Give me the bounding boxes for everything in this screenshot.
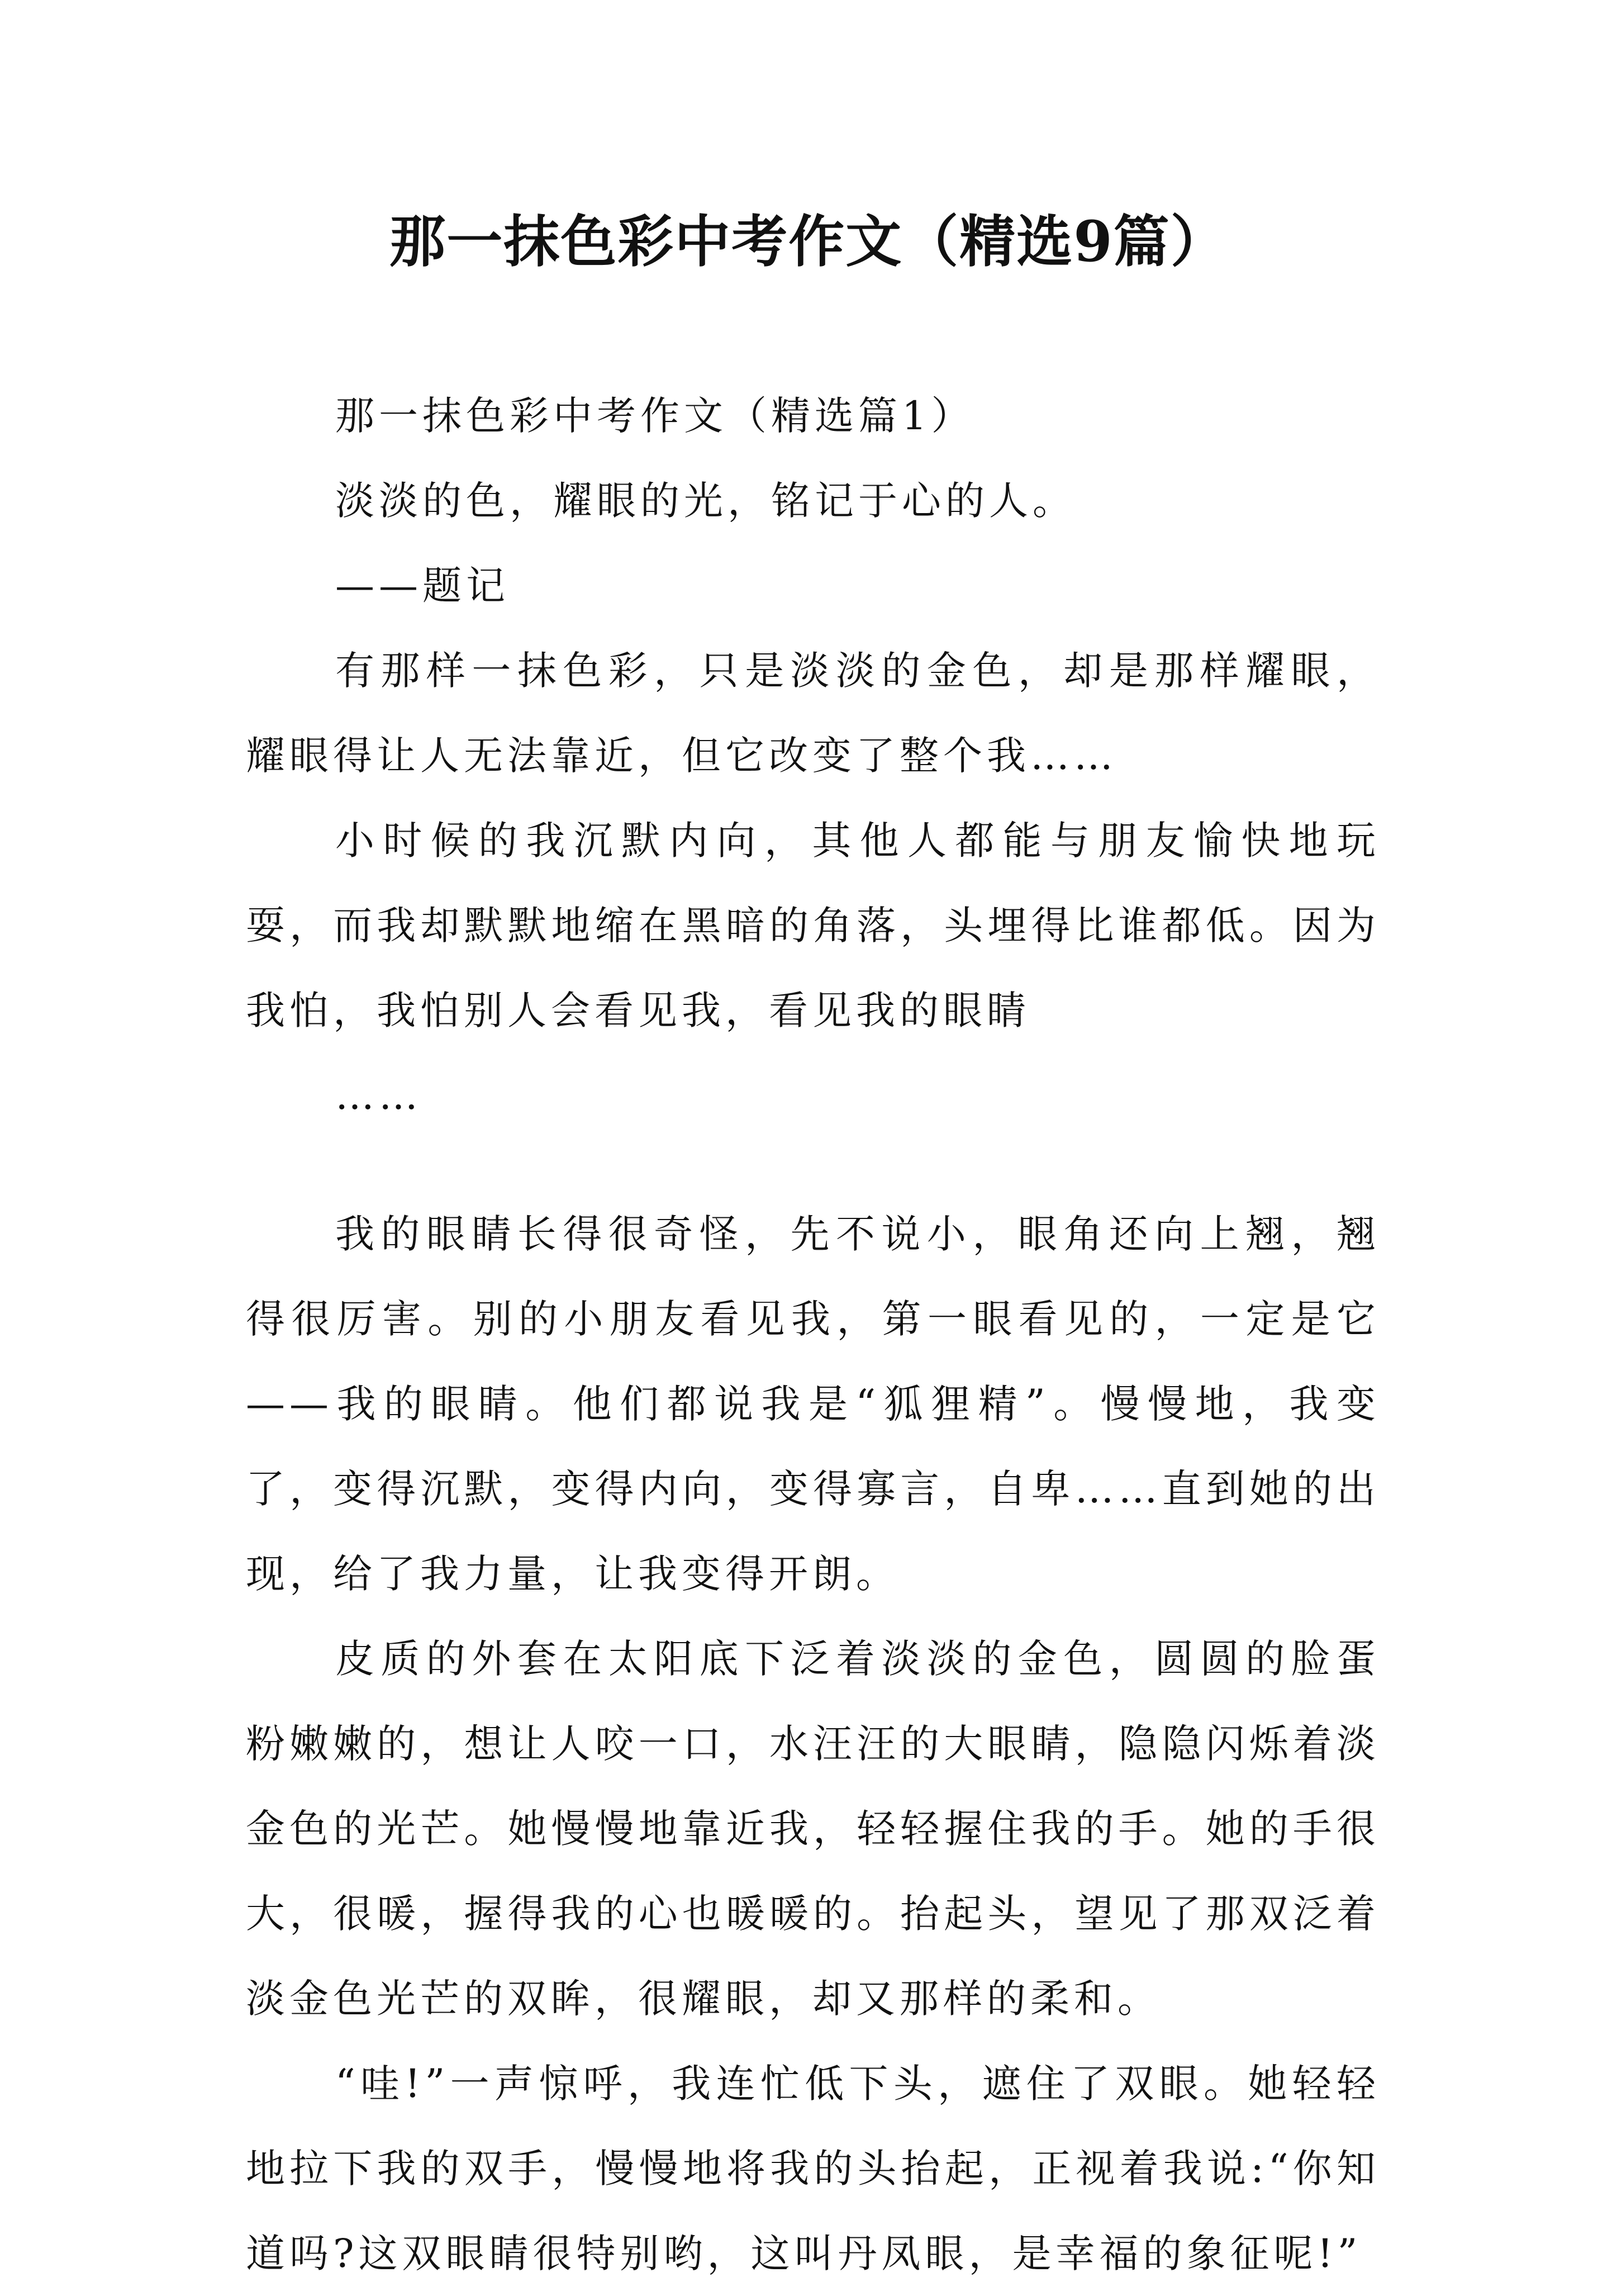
ellipsis-line: …… (335, 1073, 422, 1118)
article-body (246, 373, 1380, 2296)
paragraph: 皮质的外套在太阳底下泛着淡淡的金色，圆圆的脸蛋粉嫩嫩的，想让人咬一口，水汪汪的大眼睛，隐隐闪烁着淡金色的光芒。她慢慢地靠近我，轻轻握住我的手。她的手很大，很暖，握得我的心也暖暖的。抬起头，望见了那双泛着淡金色光芒的双眸，很耀眼，却又那样的柔和。 (246, 1636, 1380, 2022)
section-heading: 那一抹色彩中考作文（精选篇1） (335, 393, 975, 439)
paragraph: 小时候的我沉默内向，其他人都能与朋友愉快地玩耍，而我却默默地缩在黑暗的角落，头埋得比谁都低。因为我怕，我怕别人会看见我，看见我的眼睛 (246, 818, 1380, 1033)
paragraph: 有那样一抹色彩，只是淡淡的金色，却是那样耀眼，耀眼得让人无法靠近，但它改变了整个我…… (246, 648, 1380, 779)
epigraph-attribution: ——题记 (335, 563, 510, 609)
epigraph: 淡淡的色，耀眼的光，铭记于心的人。 (335, 478, 1076, 524)
document-title: 那一抹色彩中考作文（精选9篇） (389, 208, 1228, 274)
paragraph: 我的眼睛长得很奇怪，先不说小，眼角还向上翘，翘得很厉害。别的小朋友看见我，第一眼看见的，一定是它——我的眼睛。他们都说我是“狐狸精”。慢慢地，我变了，变得沉默，变得内向，变得寡言，自卑……直到她的出现，给了我力量，让我变得开朗。 (246, 1211, 1380, 1597)
paragraph: “哇!”一声惊呼，我连忙低下头，遮住了双眼。她轻轻地拉下我的双手，慢慢地将我的头抬起，正视着我说:“你知道吗?这双眼睛很特别哟，这叫丹凤眼，是幸福的象征呢!” (246, 2061, 1380, 2276)
